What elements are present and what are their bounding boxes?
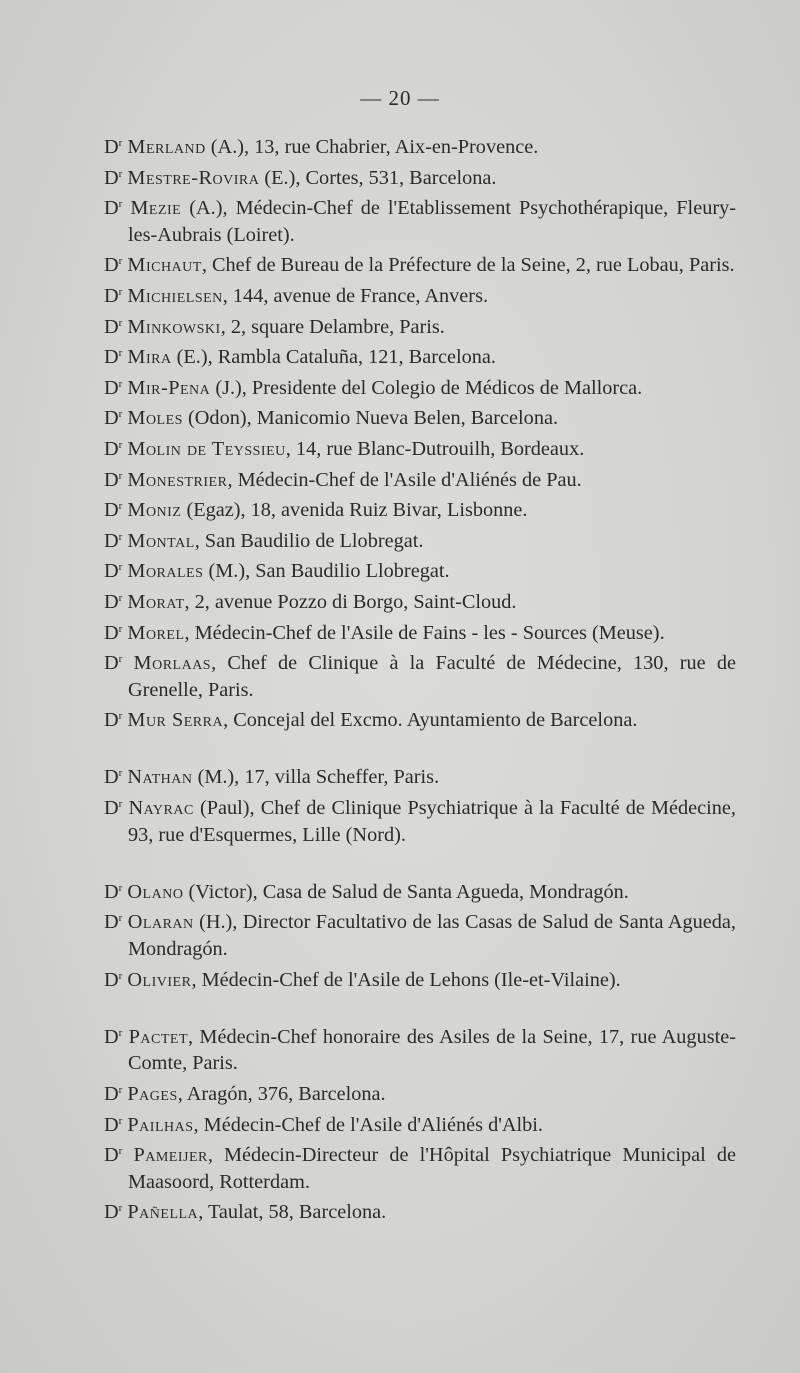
doctor-title: $D^r$ <box>104 880 123 903</box>
person-name: Nathan <box>127 766 193 789</box>
entry-details: (Victor), Casa de Salud de Santa Agueda, Mondragón. <box>183 880 629 903</box>
person-name: Pactet <box>128 1025 189 1048</box>
doctor-title: $D^r$ <box>104 1083 123 1105</box>
person-name: Michielsen <box>127 284 223 307</box>
section-gap <box>104 848 736 875</box>
person-name: Morel <box>127 621 185 644</box>
person-name: Pameijer <box>133 1144 208 1167</box>
doctor-title: $D^r$ <box>104 197 123 220</box>
directory-entry <box>104 371 736 402</box>
person-name: Morat <box>127 590 185 613</box>
entry-details: , Concejal del Excmo. Ayuntamiento de Barcelona. <box>223 709 638 732</box>
entry-details: (Egaz), 18, avenida Ruiz Bivar, Lisbonne. <box>181 499 528 522</box>
doctor-title: $D^r$ <box>104 1025 123 1048</box>
doctor-title: $D^r$ <box>104 468 123 491</box>
person-name: Pañella <box>127 1201 199 1224</box>
directory-entry <box>104 1020 736 1077</box>
entry-details: (H.), Director Facultativo de las Casas de Salud de Santa Agueda, Mondragón. <box>128 911 736 961</box>
doctor-title: $D^r$ <box>104 437 123 460</box>
person-name: Olaran <box>127 911 194 934</box>
person-name: Merland <box>127 136 206 158</box>
directory-entry <box>104 279 736 310</box>
doctor-title: $D^r$ <box>104 1201 123 1224</box>
entry-details: , 14, rue Blanc-Dutrouilh, Bordeaux. <box>285 437 585 460</box>
person-name: Mur Serra <box>127 709 224 732</box>
directory-entry <box>104 646 736 703</box>
person-name: Mezie <box>130 197 182 220</box>
person-name: Morales <box>127 560 204 583</box>
directory-entry <box>104 401 736 432</box>
doctor-title: $D^r$ <box>104 529 123 552</box>
entry-details: , Aragón, 376, Barcelona. <box>177 1083 386 1105</box>
doctor-title: $D^r$ <box>104 254 123 277</box>
doctor-title: $D^r$ <box>104 315 123 338</box>
person-name: Molin de Teyssieu <box>127 437 286 460</box>
doctor-title: $D^r$ <box>104 968 123 991</box>
person-name: Mestre-Rovira <box>127 166 260 189</box>
doctor-title: $D^r$ <box>104 284 123 307</box>
doctor-title: $D^r$ <box>104 797 123 820</box>
doctor-title: $D^r$ <box>104 499 123 522</box>
person-name: Mira <box>127 346 172 369</box>
directory-entry <box>104 524 736 555</box>
directory-entry <box>104 463 736 494</box>
entry-details: (M.), 17, villa Scheffer, Paris. <box>192 766 440 789</box>
entry-details: (J.), Presidente del Colegio de Médicos de Mallorca. <box>210 376 643 399</box>
person-name: Moniz <box>127 499 182 522</box>
entry-details: , San Baudilio de Llobregat. <box>194 529 424 552</box>
doctor-title: $D^r$ <box>104 136 123 158</box>
directory-entry <box>104 875 736 906</box>
person-name: Olano <box>127 880 184 903</box>
doctor-title: $D^r$ <box>104 376 123 399</box>
entry-details: (Odon), Manicomio Nueva Belen, Barcelona. <box>182 407 559 430</box>
directory-entry <box>104 310 736 341</box>
doctor-title: $D^r$ <box>104 766 123 789</box>
directory-entry <box>104 1138 736 1195</box>
directory-list <box>104 130 736 1226</box>
person-name: Minkowski <box>127 315 221 338</box>
entry-details: , Médecin-Chef de l'Asile de Lehons (Ile-et-Vilaine). <box>191 968 621 991</box>
person-name: Moles <box>127 407 183 430</box>
directory-entry <box>104 340 736 371</box>
person-name: Mir-Pena <box>127 376 211 399</box>
entry-details: (E.), Cortes, 531, Barcelona. <box>259 166 497 189</box>
directory-entry <box>104 760 736 791</box>
directory-entry <box>104 248 736 279</box>
entry-details: , Taulat, 58, Barcelona. <box>198 1201 387 1224</box>
entry-details: , Médecin-Directeur de l'Hôpital Psychiatrique Municipal de Maasoord, Rotterdam. <box>128 1144 736 1193</box>
entry-details: , Médecin-Chef de l'Asile d'Aliénés de Pau. <box>227 468 582 491</box>
directory-entry <box>104 161 736 192</box>
entry-details: , Médecin-Chef de l'Asile d'Aliénés d'Albi. <box>193 1113 543 1136</box>
doctor-title: $D^r$ <box>104 166 123 189</box>
directory-entry <box>104 791 736 848</box>
person-name: Montal <box>127 529 195 552</box>
directory-entry <box>104 191 736 248</box>
entry-details: (A.), Médecin-Chef de l'Etablissement Psychothérapique, Fleury-les-Aubrais (Loiret). <box>128 197 736 246</box>
person-name: Michaut <box>127 254 202 277</box>
doctor-title: $D^r$ <box>104 709 123 732</box>
directory-entry <box>104 493 736 524</box>
directory-entry <box>104 554 736 585</box>
directory-entry <box>104 963 736 994</box>
person-name: Monestrier <box>127 468 228 491</box>
entry-details: (A.), 13, rue Chabrier, Aix-en-Provence. <box>205 136 539 158</box>
doctor-title: $D^r$ <box>104 621 123 644</box>
doctor-title: $D^r$ <box>104 1113 123 1136</box>
directory-entry <box>104 905 736 962</box>
directory-entry <box>104 432 736 463</box>
entry-details: , 2, square Delambre, Paris. <box>220 315 445 338</box>
doctor-title: $D^r$ <box>104 346 123 369</box>
person-name: Pages <box>127 1083 178 1105</box>
entry-details: (Paul), Chef de Clinique Psychiatrique à la Faculté de Médecine, 93, rue d'Esquermes, Lille (Nord). <box>128 797 736 846</box>
directory-entry <box>104 1077 736 1108</box>
directory-entry <box>104 130 736 161</box>
section-gap <box>104 993 736 1020</box>
directory-entry <box>104 585 736 616</box>
doctor-title: $D^r$ <box>104 911 123 934</box>
entry-details: (M.), San Baudilio Llobregat. <box>203 560 450 583</box>
doctor-title: $D^r$ <box>104 590 123 613</box>
entry-details: (E.), Rambla Cataluña, 121, Barcelona. <box>171 346 496 369</box>
doctor-title: $D^r$ <box>104 652 123 675</box>
entry-details: , 144, avenue de France, Anvers. <box>222 284 489 307</box>
entry-details: , Médecin-Chef de l'Asile de Fains - les - Sources (Meuse). <box>184 621 665 644</box>
doctor-title: $D^r$ <box>104 1144 123 1167</box>
person-name: Olivier <box>127 968 192 991</box>
doctor-title: $D^r$ <box>104 407 123 430</box>
person-name: Pailhas <box>127 1113 194 1136</box>
section-gap <box>104 734 736 761</box>
entry-details: , Chef de Clinique à la Faculté de Médecine, 130, rue de Grenelle, Paris. <box>128 652 736 701</box>
entry-details: , Chef de Bureau de la Préfecture de la Seine, 2, rue Lobau, Paris. <box>201 254 735 277</box>
person-name: Morlaas <box>133 652 212 675</box>
directory-entry <box>104 703 736 734</box>
directory-entry <box>104 1108 736 1139</box>
entry-details: , 2, avenue Pozzo di Borgo, Saint-Cloud. <box>184 590 517 613</box>
directory-entry <box>104 616 736 647</box>
directory-entry <box>104 1195 736 1226</box>
page-number: — 20 — <box>360 86 440 110</box>
doctor-title: $D^r$ <box>104 560 123 583</box>
entry-details: , Médecin-Chef honoraire des Asiles de la Seine, 17, rue Auguste-Comte, Paris. <box>128 1025 736 1075</box>
person-name: Nayrac <box>128 797 194 820</box>
